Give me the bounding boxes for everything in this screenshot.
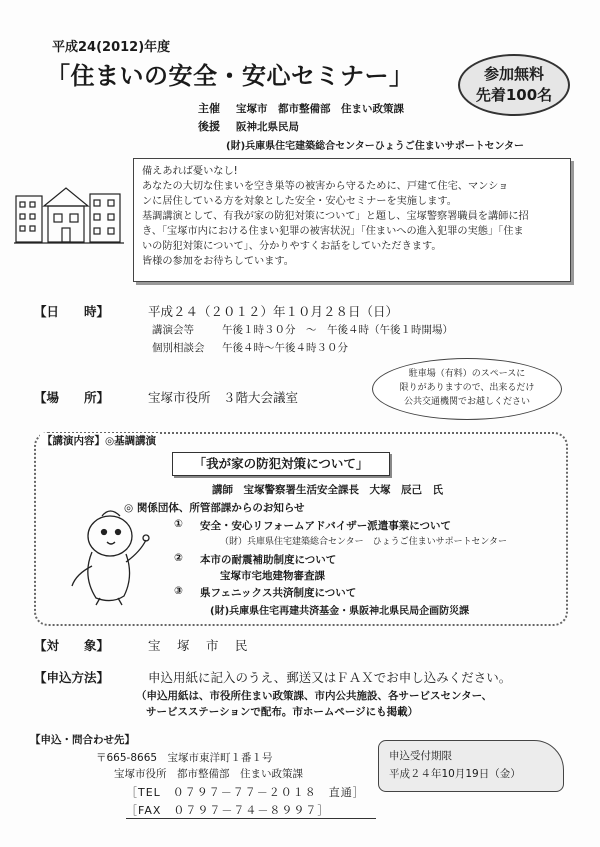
notice-item-org: 宝塚市宅地建物審査課 bbox=[220, 570, 325, 582]
notice-item-num: ① bbox=[174, 518, 183, 530]
notice-item-title: 本市の耐震補助制度について bbox=[200, 554, 337, 566]
intro-line: 備えあれば憂いなし! bbox=[142, 166, 238, 177]
lecture-label: 講演会等 bbox=[152, 324, 194, 336]
parking-note bbox=[372, 358, 562, 420]
apply-line-3: サービスステーションで配布。市ホームページにも掲載） bbox=[146, 706, 419, 718]
intro-line: き、「宝塚市内における住まい犯罪の被害状況」「住まいへの進入犯罪の実態」「住ま bbox=[142, 226, 524, 237]
intro-line: あなたの大切な住まいを空き巣等の被害から守るために、戸建て住宅、マンショ bbox=[142, 181, 509, 192]
parking-line: 限りがありますので、出来るだけ bbox=[399, 383, 535, 393]
apply-label: 【申込方法】 bbox=[34, 670, 110, 685]
consult-time: 午後４時～午後４時３０分 bbox=[222, 342, 348, 354]
contact-divider bbox=[126, 818, 376, 819]
contact-tel: ［TEL ０７９７－７７－２０１８ 直通］ bbox=[126, 786, 365, 799]
lecture-time: 午後１時３０分 ～ 午後４時（午後１時開場） bbox=[222, 324, 453, 336]
place-label: 【場 所】 bbox=[34, 390, 110, 405]
intro-line: ンに居住している方を対象とした安全・安心セミナーを実施します。 bbox=[142, 196, 457, 207]
intro-line: 皆様の参加をお待ちしています。 bbox=[142, 256, 294, 267]
contact-office: 宝塚市役所 都市整備部 住まい政策課 bbox=[114, 768, 303, 780]
page-title: 「住まいの安全・安心セミナー」 bbox=[46, 62, 414, 90]
notice-item-num: ③ bbox=[174, 585, 183, 597]
notice-item-num: ② bbox=[174, 552, 183, 564]
intro-line: いの防犯対策について」、分かりやすくお話をしていただきます。 bbox=[142, 241, 442, 252]
contact-label: 【申込・問合わせ先】 bbox=[30, 734, 135, 746]
houses-illustration-icon bbox=[14, 166, 124, 246]
badge-line-free: 参加無料 bbox=[483, 65, 544, 83]
fiscal-year: 平成24(2012)年度 bbox=[52, 40, 171, 55]
apply-line-1: 申込用紙に記入のうえ、郵送又はＦＡＸでお申し込みください。 bbox=[148, 670, 512, 685]
deadline-label: 申込受付期限 bbox=[389, 750, 452, 762]
place-value: 宝塚市役所 ３階大会議室 bbox=[148, 390, 299, 405]
host-name: 宝塚市 都市整備部 住まい政策課 bbox=[236, 103, 404, 115]
parking-line: 駐車場（有料）のスペースに bbox=[408, 369, 526, 379]
support-name-2: (財)兵庫県住宅建築総合センターひょうご住まいサポートセンター bbox=[226, 141, 525, 152]
contact-postal: 〒665-8665 宝塚市東洋町１番１号 bbox=[96, 752, 273, 764]
intro-line: 基調講演として、有我が家の防犯対策について」と題し、宝塚警察署職員を講師に招 bbox=[142, 211, 529, 222]
intro-box bbox=[133, 158, 571, 282]
target-label: 【対 象】 bbox=[34, 638, 110, 653]
consult-label: 個別相談会 bbox=[152, 342, 205, 354]
lecturer: 講師 宝塚警察署生活安全課長 大塚 辰己 氏 bbox=[212, 484, 443, 496]
deadline-box bbox=[378, 740, 564, 792]
notice-item-title: 県フェニックス共済制度について bbox=[200, 587, 357, 599]
parking-line: 公共交通機関でお越しください bbox=[403, 397, 530, 407]
notice-item-org: （財）兵庫県住宅建築総合センター ひょうご住まいサポートセンター bbox=[220, 537, 508, 547]
badge-line-capacity: 先着100名 bbox=[475, 86, 553, 104]
mascot-bird-icon bbox=[62, 506, 152, 606]
lecture-content-label: 【講演内容】◎基調講演 bbox=[42, 435, 157, 447]
notice-item-title: 安全・安心リフォームアドバイザー派遣事業について bbox=[200, 520, 452, 532]
deadline-date: 平成２４年10月19日（金） bbox=[389, 768, 521, 780]
support-name: 阪神北県民局 bbox=[236, 121, 299, 133]
event-date: 平成２４（２０１２）年１０月２８日（日） bbox=[148, 304, 399, 319]
host-label: 主催 bbox=[198, 102, 220, 115]
datetime-label: 【日 時】 bbox=[34, 304, 110, 319]
support-label: 後援 bbox=[198, 120, 220, 133]
keynote-title: 「我が家の防犯対策について」 bbox=[172, 452, 390, 476]
apply-line-2: （申込用紙は、市役所住まい政策課、市内公共施設、各サービスセンター、 bbox=[136, 690, 493, 702]
free-admission-badge bbox=[458, 54, 570, 116]
target-value: 宝 塚 市 民 bbox=[148, 638, 250, 653]
notice-item-org: (財)兵庫県住宅再建共済基金・県阪神北県民局企画防災課 bbox=[210, 606, 470, 617]
contact-fax: ［FAX ０７９７－７４－８９９７］ bbox=[126, 804, 330, 817]
notice-heading: ◎ 関係団体、所管部課からのお知らせ bbox=[124, 502, 305, 514]
